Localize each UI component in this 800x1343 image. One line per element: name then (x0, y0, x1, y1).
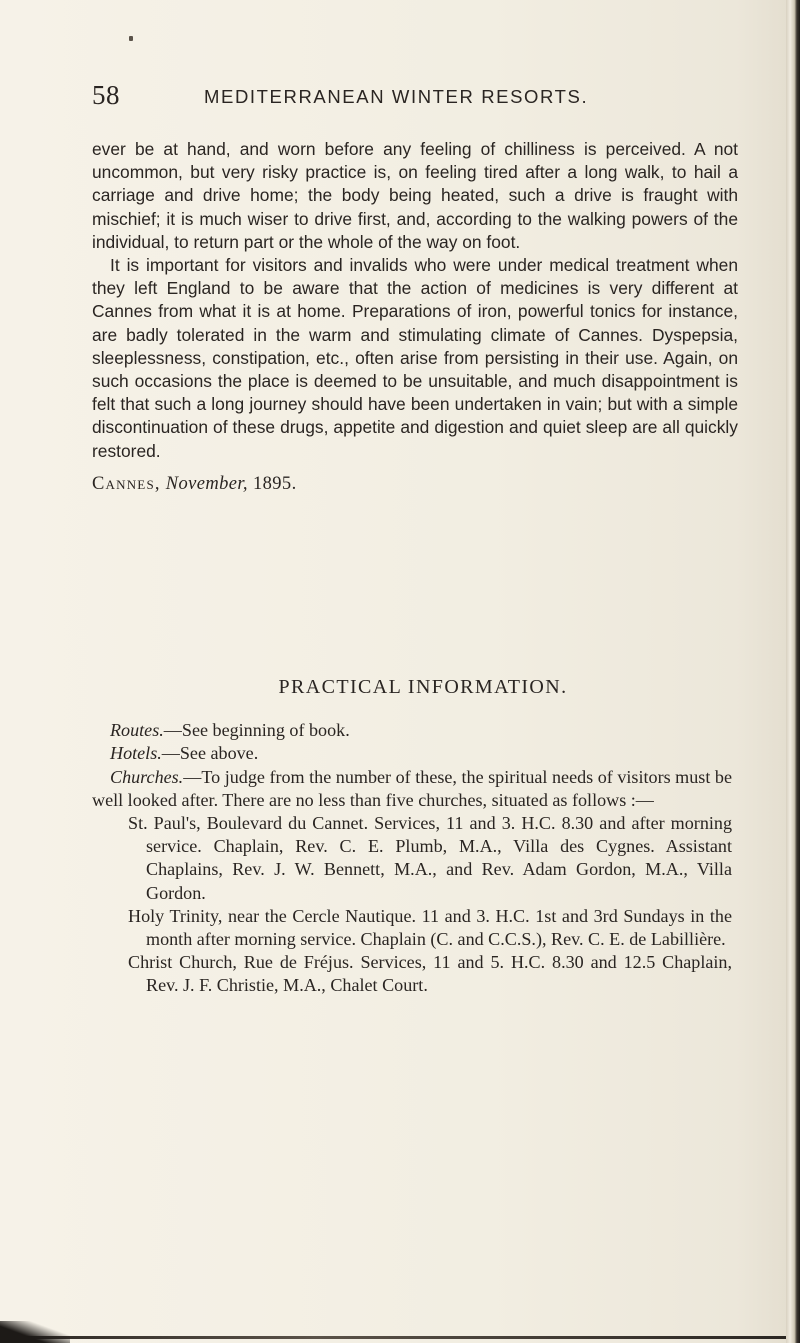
churches-label: Churches. (110, 766, 184, 787)
routes-text: —See beginning of book. (163, 720, 350, 741)
church-entry-holy-trinity: Holy Trinity, near the Cercle Nautique. 11 and 3. H.C. 1st and 3rd Sundays in the month after morning service. Chaplain (C. and C.C.S.), Rev. C. E. de Labillière. (128, 905, 732, 950)
body-text (92, 138, 738, 496)
ink-speck (129, 36, 133, 41)
signoff-year: 1895. (252, 473, 297, 494)
practical-information-section (92, 676, 732, 998)
page-right-edge (786, 0, 800, 1343)
church-entry-christ-church: Christ Church, Rue de Fréjus. Services, 11 and 5. H.C. 8.30 and 12.5 Chaplain, Rev. J. F. Christie, M.A., Chalet Court. (128, 952, 732, 996)
paragraph: ever be at hand, and worn before any feeling of chilliness is perceived. A not uncommon, but very risky practice is, on feeling tired after a long walk, to hail a carriage and drive home; the body being heated, such a drive is fraught with mischief; it is much wiser to drive first, and, according to the walking powers of the individual, to return part or the whole of the way on foot. (92, 139, 738, 252)
corner-shadow (0, 1321, 70, 1343)
routes-label: Routes. (110, 720, 164, 741)
hotels-entry (92, 742, 732, 765)
church-entry-st-pauls: St. Paul's, Boulevard du Cannet. Services, 11 and 3. H.C. 8.30 and after morning service. Chaplain, Rev. C. E. Plumb, M.A., Villa des Cygnes. Assistant Chaplains, Rev. J. W. Bennett, M.A., and Rev. Adam Gordon, M.A., Villa Gordon. (128, 813, 732, 903)
page-header (92, 80, 732, 124)
signoff-month: November, (165, 473, 248, 494)
page-number: 58 (92, 80, 120, 110)
hotels-text: —See above. (161, 743, 259, 764)
routes-entry (92, 719, 732, 742)
churches-entry (92, 766, 732, 812)
signoff-place: Cannes, (92, 473, 161, 494)
page-bottom-edge (0, 1336, 790, 1339)
running-title: MEDITERRANEAN WINTER RESORTS. (204, 86, 589, 107)
paragraph: It is important for visitors and invalids who were under medical treatment when they left England to be aware that the action of medicines is very different at Cannes from what it is at home. Preparations of iron, powerful tonics for instance, are badly tolerated in the warm and stimulating climate of Cannes. Dyspepsia, sleeplessness, constipation, etc., often arise from persisting in their use. Again, on such occasions the place is deemed to be unsuitable, and much disappointment is felt that such a long journey should have been undertaken in vain; but with a simple discontinuation of these drugs, appetite and digestion and quiet sleep are all quickly restored. (92, 255, 738, 461)
hotels-label: Hotels. (110, 743, 162, 764)
signoff (92, 473, 738, 496)
churches-text: —To judge from the number of these, the spiritual needs of visitors must be well looked after. There are no less than five churches, situated as follows :— (92, 766, 732, 810)
section-heading: PRACTICAL INFORMATION. (278, 676, 568, 698)
